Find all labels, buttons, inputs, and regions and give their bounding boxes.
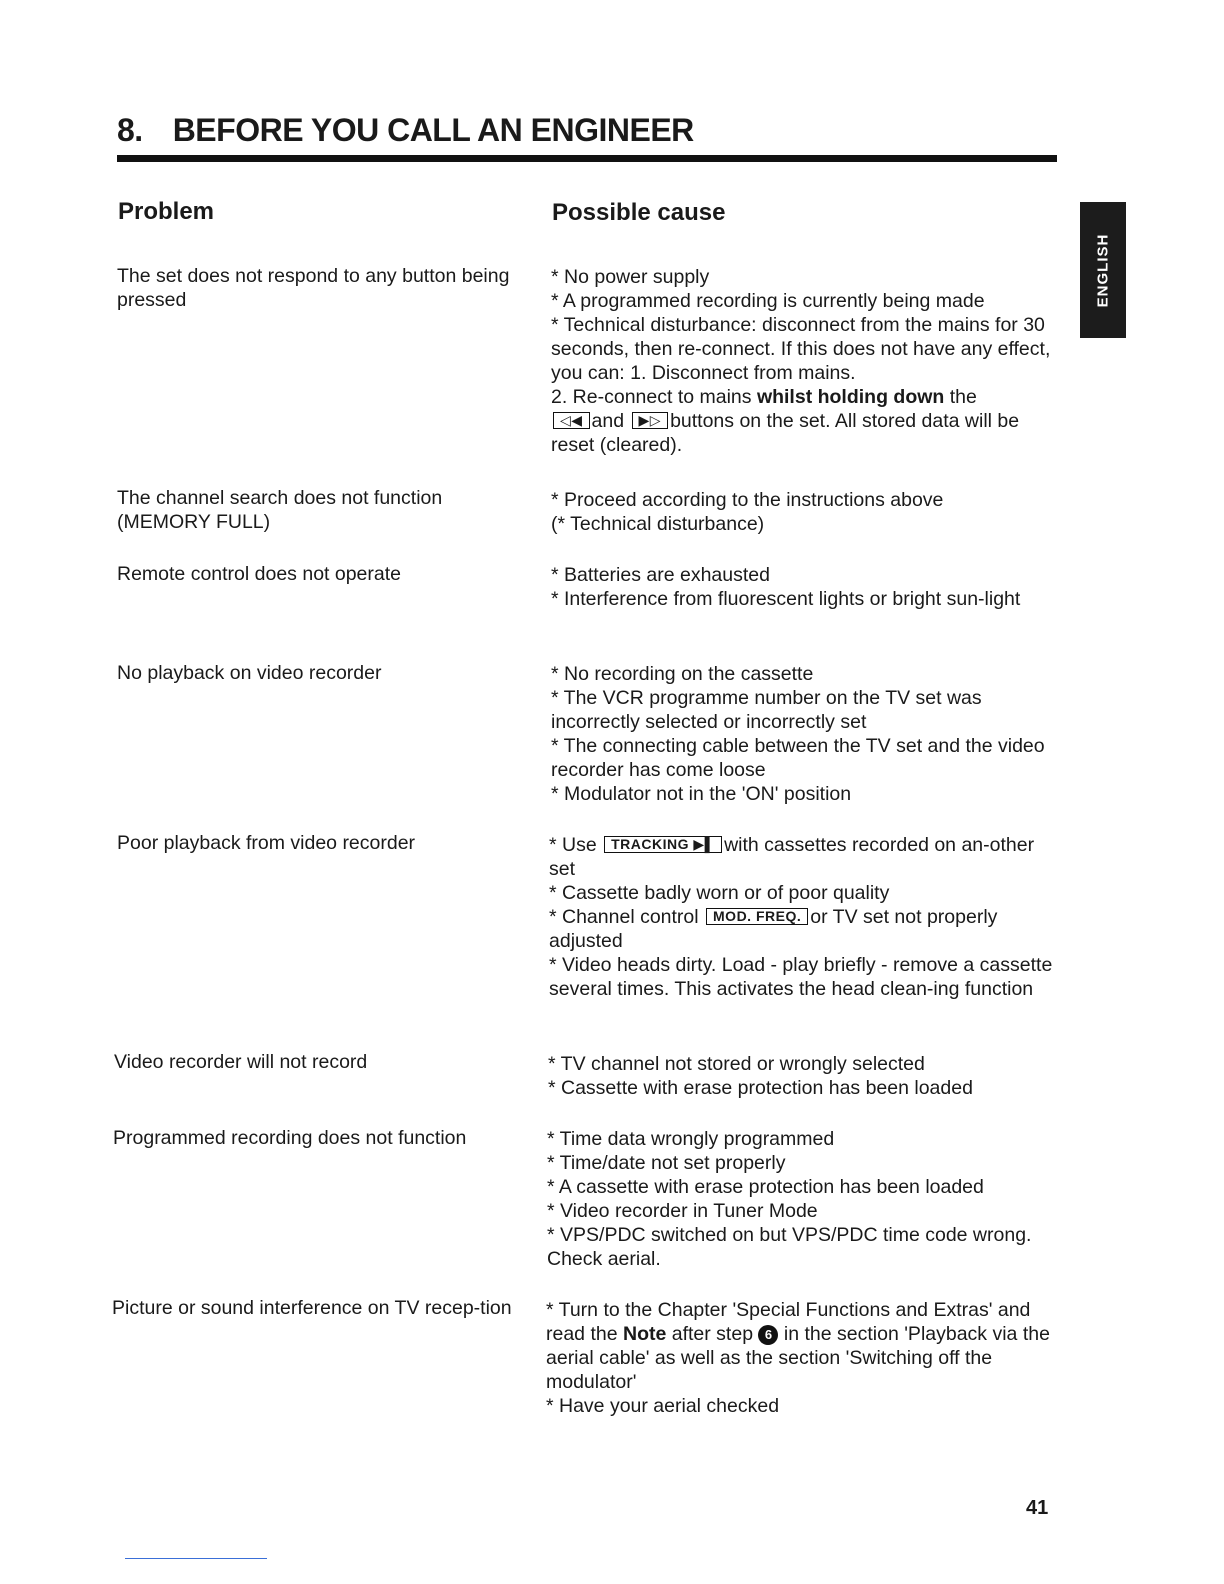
section-title-text: BEFORE YOU CALL AN ENGINEER: [172, 112, 694, 148]
language-tab-label: ENGLISH: [1094, 233, 1112, 307]
mod-freq-key-icon: MOD. FREQ.: [706, 908, 808, 925]
problem-text: Video recorder will not record: [114, 1051, 368, 1073]
tracking-key-icon: TRACKING ▶▌: [604, 836, 722, 853]
cause-item: * The connecting cable between the TV set and the video recorder has come loose: [551, 735, 1045, 781]
cause-item-channel: * Channel control MOD. FREQ. or TV set not properly adjusted: [549, 906, 998, 952]
problem-text: Remote control does not operate: [117, 563, 402, 585]
problem-text: Picture or sound interference on TV recep-tion: [112, 1297, 512, 1319]
cause-item: * Interference from fluorescent lights or bright sun-light: [551, 588, 1021, 610]
section-title: [117, 112, 694, 149]
cause-list: [547, 1127, 1057, 1271]
cause-item: * Technical disturbance: disconnect from the mains for 30 seconds, then re-connect. If this does not have any effect, you can: 1. Disconnect from mains.: [551, 314, 1051, 384]
cause-item: (* Technical disturbance): [551, 513, 765, 535]
cause-item-tracking: * Use TRACKING ▶▌ with cassettes recorded on an-other set: [549, 834, 1035, 880]
step-number-icon: 6: [758, 1325, 778, 1345]
cause-list: [551, 265, 1061, 457]
problem-text: The channel search does not function (MEMORY FULL): [117, 487, 443, 533]
cause-list: [549, 833, 1059, 1001]
cause-item: * Time/date not set properly: [547, 1152, 786, 1174]
problem-text: No playback on video recorder: [117, 662, 382, 684]
page-number: 41: [1026, 1497, 1049, 1519]
cause-item: * No power supply: [551, 266, 710, 288]
title-rule: [117, 155, 1057, 162]
cause-item: * Cassette badly worn or of poor quality: [549, 882, 890, 904]
cause-item: * A cassette with erase protection has been loaded: [547, 1176, 984, 1198]
cause-item: * Video heads dirty. Load - play briefly - remove a cassette several times. This activates the head clean-ing function: [549, 954, 1053, 1000]
cause-item: * No recording on the cassette: [551, 663, 814, 685]
section-number: 8.: [117, 112, 143, 148]
cause-list: [546, 1298, 1056, 1418]
cause-item: * Cassette with erase protection has been loaded: [548, 1077, 973, 1099]
cause-item: * A programmed recording is currently being made: [551, 290, 985, 312]
problem-column-header: Problem: [118, 198, 215, 225]
cause-column-header: Possible cause: [552, 199, 726, 226]
cause-item-reset-instruction: 2. Re-connect to mains whilst holding down the ◁◀ and ▶▷ buttons on the set. All stored data will be reset (cleared).: [551, 386, 1020, 456]
cause-item: * Modulator not in the 'ON' position: [551, 783, 852, 805]
cause-list: [551, 662, 1061, 806]
language-tab: [1080, 202, 1126, 338]
problem-text: Poor playback from video recorder: [117, 832, 416, 854]
rewind-key-icon: ◁◀: [553, 412, 590, 429]
scan-artifact-line: [125, 1558, 267, 1559]
cause-item: * TV channel not stored or wrongly selected: [548, 1053, 925, 1075]
cause-item: * Proceed according to the instructions above: [551, 489, 944, 511]
cause-item: * VPS/PDC switched on but VPS/PDC time code wrong. Check aerial.: [547, 1224, 1032, 1270]
cause-list: [548, 1052, 1058, 1100]
problem-text: The set does not respond to any button being pressed: [117, 265, 510, 311]
cause-list: [551, 563, 1061, 611]
cause-list: [551, 488, 1061, 536]
forward-key-icon: ▶▷: [632, 412, 669, 429]
cause-item: * Video recorder in Tuner Mode: [547, 1200, 818, 1222]
cause-item: * Batteries are exhausted: [551, 564, 770, 586]
problem-text: Programmed recording does not function: [113, 1127, 467, 1149]
cause-item-note: * Turn to the Chapter 'Special Functions and Extras' and read the Note after step 6 in the section 'Playback via the aerial cable' as well as the section 'Switching off the modulator': [546, 1299, 1050, 1393]
cause-item: * Time data wrongly programmed: [547, 1128, 835, 1150]
cause-item: * Have your aerial checked: [546, 1395, 780, 1417]
cause-item: * The VCR programme number on the TV set was incorrectly selected or incorrectly set: [551, 687, 982, 733]
